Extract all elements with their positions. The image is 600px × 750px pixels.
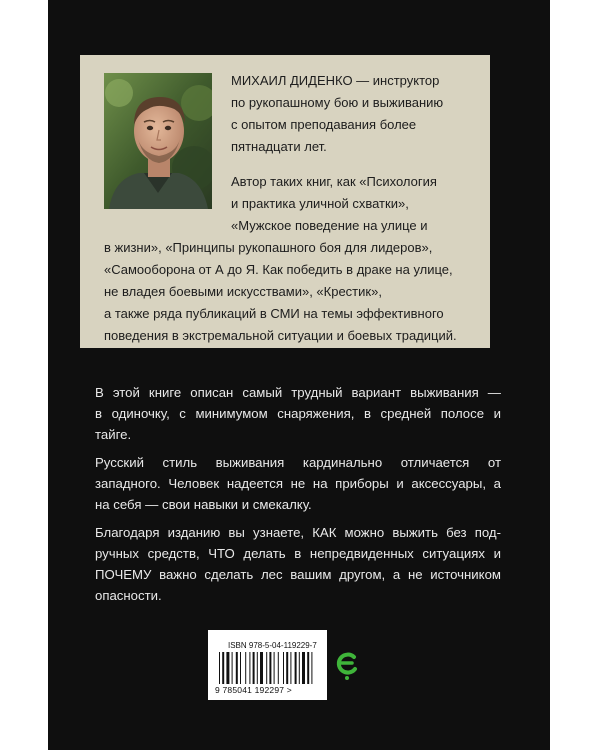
bio-line: и практика уличной схватки», <box>231 196 409 211</box>
bio-line: Автор таких книг, как «Психология <box>231 174 437 189</box>
text-line: западного. Человек надеется не на приборы и аксессуары, а <box>95 476 501 491</box>
text-line: тайге. <box>95 427 132 442</box>
bio-line: по рукопашному бою и выживанию <box>231 95 444 110</box>
text-line: Русский стиль выживания кардинально отличается от <box>95 455 501 470</box>
text-line: на себя — свои навыки и смекалку. <box>95 497 312 512</box>
bio-line: поведения в экстремальной ситуации и боевых традиций. <box>104 328 457 343</box>
description-paragraph <box>95 522 501 606</box>
text-line: ручных средств, ЧТО делать в непредвиденных ситуациях и <box>95 546 501 561</box>
bio-line: с опытом преподавания более <box>231 117 417 132</box>
author-photo-icon <box>104 73 212 209</box>
bio-line: а также ряда публикаций в СМИ на темы эффективного <box>104 306 444 321</box>
isbn-number: ISBN 978-5-04-119229-7 <box>228 641 317 650</box>
bio-line: МИХАИЛ ДИДЕНКО — инструктор <box>231 73 440 88</box>
barcode-digits: 9 785041 192297 > <box>215 685 292 695</box>
text-line: ПОЧЕМУ важно сделать лес вашим другом, а не источником <box>95 567 501 582</box>
bio-line: «Мужское поведение на улице и <box>231 218 428 233</box>
text-line: Благодаря изданию вы узнаете, КАК можно выжить без под- <box>95 525 501 540</box>
bio-line: пятнадцати лет. <box>231 139 327 154</box>
description-paragraph <box>95 382 501 445</box>
text-line: в одиночку, с минимумом снаряжения, в средней полосе и <box>95 406 501 421</box>
bio-line: не владея боевыми искусствами», «Крестик», <box>104 284 382 299</box>
text-line: опасности. <box>95 588 162 603</box>
description-paragraph <box>95 452 501 515</box>
bio-line: в жизни», «Принципы рукопашного боя для лидеров», <box>104 240 433 255</box>
text-line: В этой книге описан самый трудный вариант выживания — <box>95 385 501 400</box>
bio-line: «Самооборона от А до Я. Как победить в драке на улице, <box>104 262 453 277</box>
eksmo-logo-icon <box>334 647 360 681</box>
barcode-bars <box>219 652 319 684</box>
